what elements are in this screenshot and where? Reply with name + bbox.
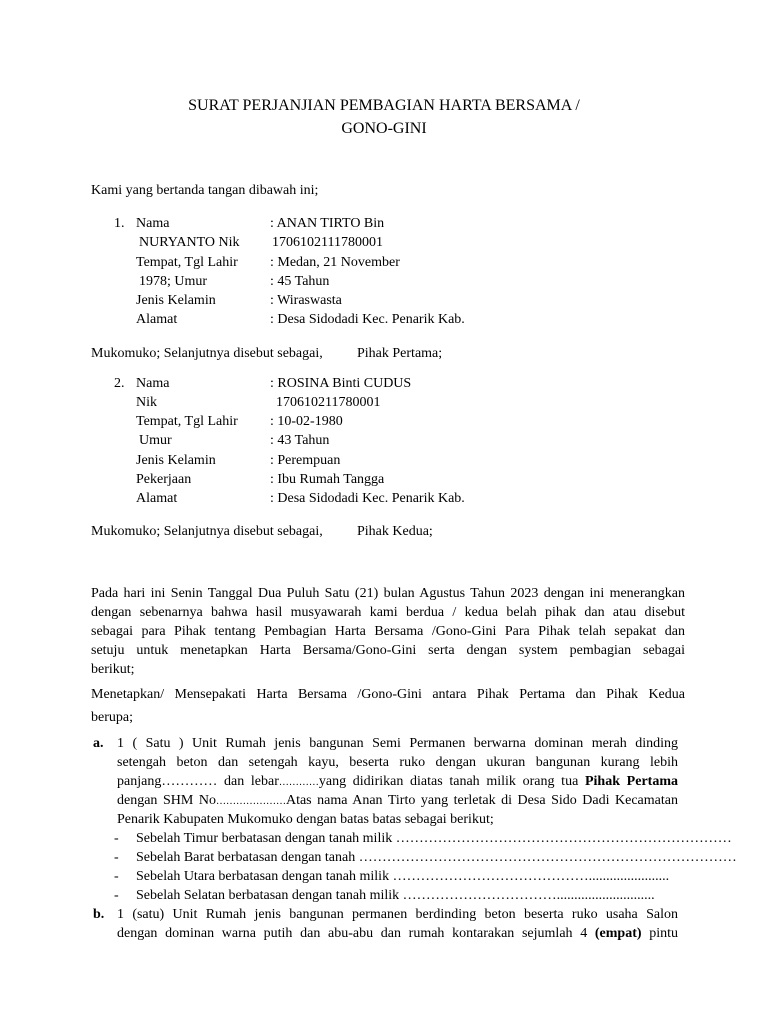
party2-closing-text: Mukomuko; Selanjutnya disebut sebagai, — [91, 524, 323, 539]
bullet-dash: - — [114, 888, 119, 903]
party2-value-ttl: : 10-02-1980 — [270, 414, 343, 429]
item-b-line: dengan dominan warna putih dan abu-abu dan rumah kontarakan sejumlah 4 (empat) pintu — [117, 926, 679, 941]
paragraph-line: berupa; — [91, 710, 133, 725]
party2-label-ttl: Tempat, Tgl Lahir — [136, 414, 238, 429]
party1-label-umur: 1978; Umur — [139, 274, 208, 289]
item-a-line: dengan SHM No…………………Atas nama Anan Tirto yang terletak di Desa Sido Dadi Kecamatan — [117, 793, 678, 808]
party2-value-nik: 170610211780001 — [276, 395, 381, 410]
item-a-text — [117, 734, 678, 829]
bullet-dash: - — [114, 869, 119, 884]
paragraph-line: berikut; — [91, 662, 135, 677]
party2-label-pekerjaan: Pekerjaan — [136, 472, 192, 487]
party1-value-kelamin: : Wiraswasta — [270, 293, 342, 308]
party2-label-alamat: Alamat — [136, 491, 178, 506]
party2-label-umur: Umur — [139, 433, 172, 448]
party2-label-nama: Nama — [136, 376, 170, 391]
party2-label-nik: Nik — [136, 395, 157, 410]
party1-label-nama: Nama — [136, 216, 170, 231]
paragraph-line: sebagai para Pihak tentang Pembagian Harta Bersama /Gono-Gini Para Pihak telah sepakat dan — [91, 624, 685, 639]
agreement-paragraph — [91, 584, 685, 679]
party1-value-alamat: : Desa Sidodadi Kec. Penarik Kab. — [270, 312, 465, 327]
list-marker-a: a. — [93, 736, 104, 751]
paragraph-line: setuju untuk menetapkan Harta Bersama/Gono-Gini serta dengan system pembagian sebagai — [91, 643, 685, 658]
party2-value-alamat: : Desa Sidodadi Kec. Penarik Kab. — [270, 491, 465, 506]
item-b-text — [117, 905, 678, 943]
determination-paragraph — [91, 683, 685, 729]
boundary-east: Sebelah Timur berbatasan dengan tanah milik ……………………………………………………………… — [136, 831, 732, 846]
party1-value-nama: : ANAN TIRTO Bin — [270, 216, 385, 231]
party2-designation: Pihak Kedua; — [357, 524, 433, 539]
party1-value-nik: 1706102111780001 — [272, 235, 383, 250]
item-a-line: 1 ( Satu ) Unit Rumah jenis bangunan Semi Permanen berwarna dominan merah dinding — [117, 736, 678, 751]
item-b-line: 1 (satu) Unit Rumah jenis bangunan permanen berdinding beton beserta ruko usaha Salon — [117, 907, 678, 922]
paragraph-line: Pada hari ini Senin Tanggal Dua Puluh Satu (21) bulan Agustus Tahun 2023 dengan ini menerangkan — [91, 586, 685, 601]
party2-value-kelamin: : Perempuan — [270, 453, 341, 468]
party1-label-alamat: Alamat — [136, 312, 178, 327]
party1-number: 1. — [114, 216, 125, 231]
item-a-line: Penarik Kabupaten Mukomuko dengan batas batas sebagai berikut; — [117, 812, 494, 827]
item-a-line: setengah beton dan setengah kayu, beserta ruko dengan ukuran bangunan kurang lebih — [117, 755, 678, 770]
document-title-line1: SURAT PERJANJIAN PEMBAGIAN HARTA BERSAMA / — [188, 97, 580, 114]
party1-closing-text: Mukomuko; Selanjutnya disebut sebagai, — [91, 346, 323, 361]
party1-label-kelamin: Jenis Kelamin — [136, 293, 216, 308]
bullet-dash: - — [114, 850, 119, 865]
item-a-line: panjang………… dan lebar…………yang didirikan diatas tanah milik orang tua Pihak Pertama — [117, 774, 678, 789]
paragraph-line: dengan sebenarnya bahwa hasil musyawarah kami berdua / kedua belah pihak dan atau disebut — [91, 605, 685, 620]
party2-value-pekerjaan: : Ibu Rumah Tangga — [270, 472, 385, 487]
bullet-dash: - — [114, 831, 119, 846]
party2-value-nama: : ROSINA Binti CUDUS — [270, 376, 412, 391]
party1-label-nik: NURYANTO Nik — [139, 235, 240, 250]
document-title-line2: GONO-GINI — [341, 120, 427, 137]
boundary-south: Sebelah Selatan berbatasan dengan tanah milik ……………………………............................ — [136, 888, 655, 903]
party2-number: 2. — [114, 376, 125, 391]
list-marker-b: b. — [93, 907, 105, 922]
party1-designation: Pihak Pertama; — [357, 346, 443, 361]
party2-label-kelamin: Jenis Kelamin — [136, 453, 216, 468]
paragraph-line: Menetapkan/ Mensepakati Harta Bersama /Gono-Gini antara Pihak Pertama dan Pihak Kedua — [91, 687, 685, 702]
party1-value-ttl: : Medan, 21 November — [270, 255, 400, 270]
party2-value-umur: : 43 Tahun — [270, 433, 330, 448]
boundary-west: Sebelah Barat berbatasan dengan tanah ……………………………………………………………………… — [136, 850, 737, 865]
intro-text: Kami yang bertanda tangan dibawah ini; — [91, 183, 319, 198]
party1-value-umur: : 45 Tahun — [270, 274, 330, 289]
party1-label-ttl: Tempat, Tgl Lahir — [136, 255, 238, 270]
boundary-north: Sebelah Utara berbatasan dengan tanah milik ……………………………………....................... — [136, 869, 670, 884]
